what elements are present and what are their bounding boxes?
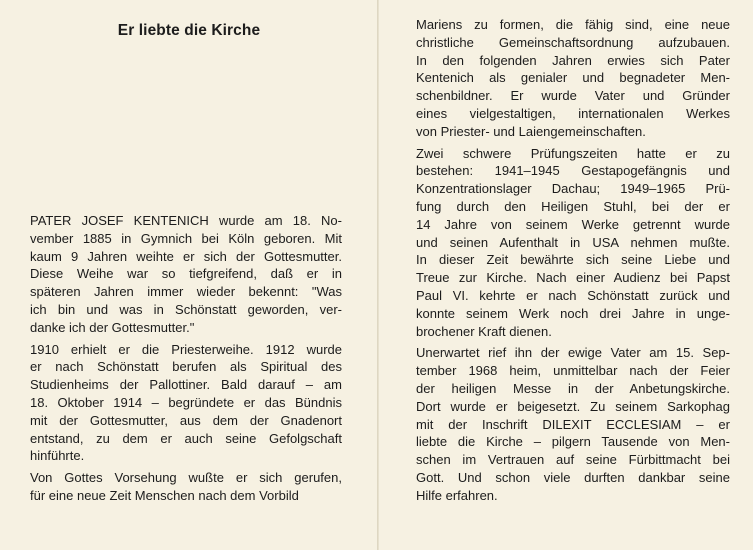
text-line: PATER JOSEF KENTENICH wurde am 18. No-	[30, 213, 342, 228]
paragraph	[30, 212, 342, 337]
text-line: späteren Jahren immer wieder bekennt: "Was	[30, 284, 342, 300]
text-line: konnte seinem Werk noch drei Jahre in unge-	[416, 305, 730, 321]
text-line: Mariens zu formen, die fähig sind, eine neue	[416, 17, 730, 32]
page-title: Er liebte die Kirche	[117, 22, 261, 39]
text-line: 1910 erhielt er die Priesterweihe. 1912 wurde	[30, 341, 342, 357]
text-line: eines vielgestaltigen, internationalen Werkes	[416, 105, 730, 121]
text-line: Kentenich als genialer und begnadeter Men-	[416, 70, 730, 86]
text-line: tember 1968 heim, unmittelbar nach der Feier	[416, 363, 730, 379]
text-line: der heiligen Messe in der Anbetungskirche.	[416, 380, 730, 396]
text-line: schen im Vertrauen auf seine Fürbittmacht bei	[416, 452, 730, 468]
text-line: Studienheims der Pallottiner. Bald darauf – am	[30, 377, 342, 393]
text-line: In den folgenden Jahren erwies sich Pater	[416, 52, 730, 68]
text-line: vember 1885 in Gymnich bei Köln geboren. Mit	[30, 230, 342, 246]
text-line: bestehen: 1941–1945 Gestapogefängnis und	[416, 163, 730, 179]
text-line: mit der Gottesmutter, aus dem der Gnadenort	[30, 412, 342, 428]
right-text-column	[416, 16, 730, 509]
paragraph	[30, 469, 342, 505]
text-line: kaum 9 Jahren weihte er sich der Gottesmutter.	[30, 248, 342, 264]
text-line: Gott. Und schon viele durften dankbar seine	[416, 469, 730, 485]
left-text-column	[30, 212, 342, 509]
text-line: 18. Oktober 1914 – begründete er das Bündnis	[30, 394, 342, 410]
text-line: Dort wurde er beigesetzt. Zu seinem Sarkophag	[416, 398, 730, 414]
text-line: Von Gottes Vorsehung wußte er sich gerufen,	[30, 470, 342, 486]
paragraph	[416, 145, 730, 341]
text-line: und seinen Aufenthalt in USA nehmen mußte.	[416, 234, 730, 250]
paragraph	[416, 16, 730, 141]
text-line: von Priester- und Laiengemeinschaften.	[416, 123, 646, 139]
text-line: schenbildner. Er wurde Vater und Gründer	[416, 88, 730, 104]
text-line: In dieser Zeit bewährte sich seine Liebe und	[416, 252, 730, 268]
text-line: christliche Gemeinschaftsordnung aufzubauen.	[416, 34, 730, 50]
text-line: mit der Inschrift DILEXIT ECCLESIAM – er	[416, 416, 730, 432]
text-line: Hilfe erfahren.	[416, 487, 498, 503]
text-line: Diese Weihe war so tiefgreifend, daß er in	[30, 266, 342, 282]
text-line: brochener Kraft dienen.	[416, 323, 552, 339]
text-line: 14 Jahre von seinem Werke getrennt wurde	[416, 216, 730, 232]
text-line: ich bin und was in Schönstatt geworden, ver-	[30, 301, 342, 317]
right-page	[379, 0, 753, 550]
paragraph	[30, 341, 342, 466]
text-line: für eine neue Zeit Menschen nach dem Vorbild	[30, 487, 299, 503]
text-line: liebte die Kirche – pilgern Tausende von Men-	[416, 434, 730, 450]
text-line: Konzentrationslager Dachau; 1949–1965 Prü-	[416, 181, 730, 197]
text-line: hinführte.	[30, 448, 85, 464]
text-line: Unerwartet rief ihn der ewige Vater am 15. Sep-	[416, 345, 730, 361]
paragraph	[416, 344, 730, 504]
text-line: Zwei schwere Prüfungszeiten hatte er zu	[416, 145, 730, 161]
text-line: danke ich der Gottesmutter."	[30, 319, 195, 335]
text-line: fung durch den Heiligen Stuhl, bei der er	[416, 198, 730, 214]
text-line: entstand, zu dem er auch seine Gefolgschaft	[30, 430, 342, 446]
text-line: er nach Schönstatt berufen als Spiritual des	[30, 359, 342, 375]
text-line: Paul VI. kehrte er nach Schönstatt zurück und	[416, 287, 730, 303]
text-line: Treue zur Kirche. Nach einer Audienz bei Papst	[416, 270, 730, 286]
